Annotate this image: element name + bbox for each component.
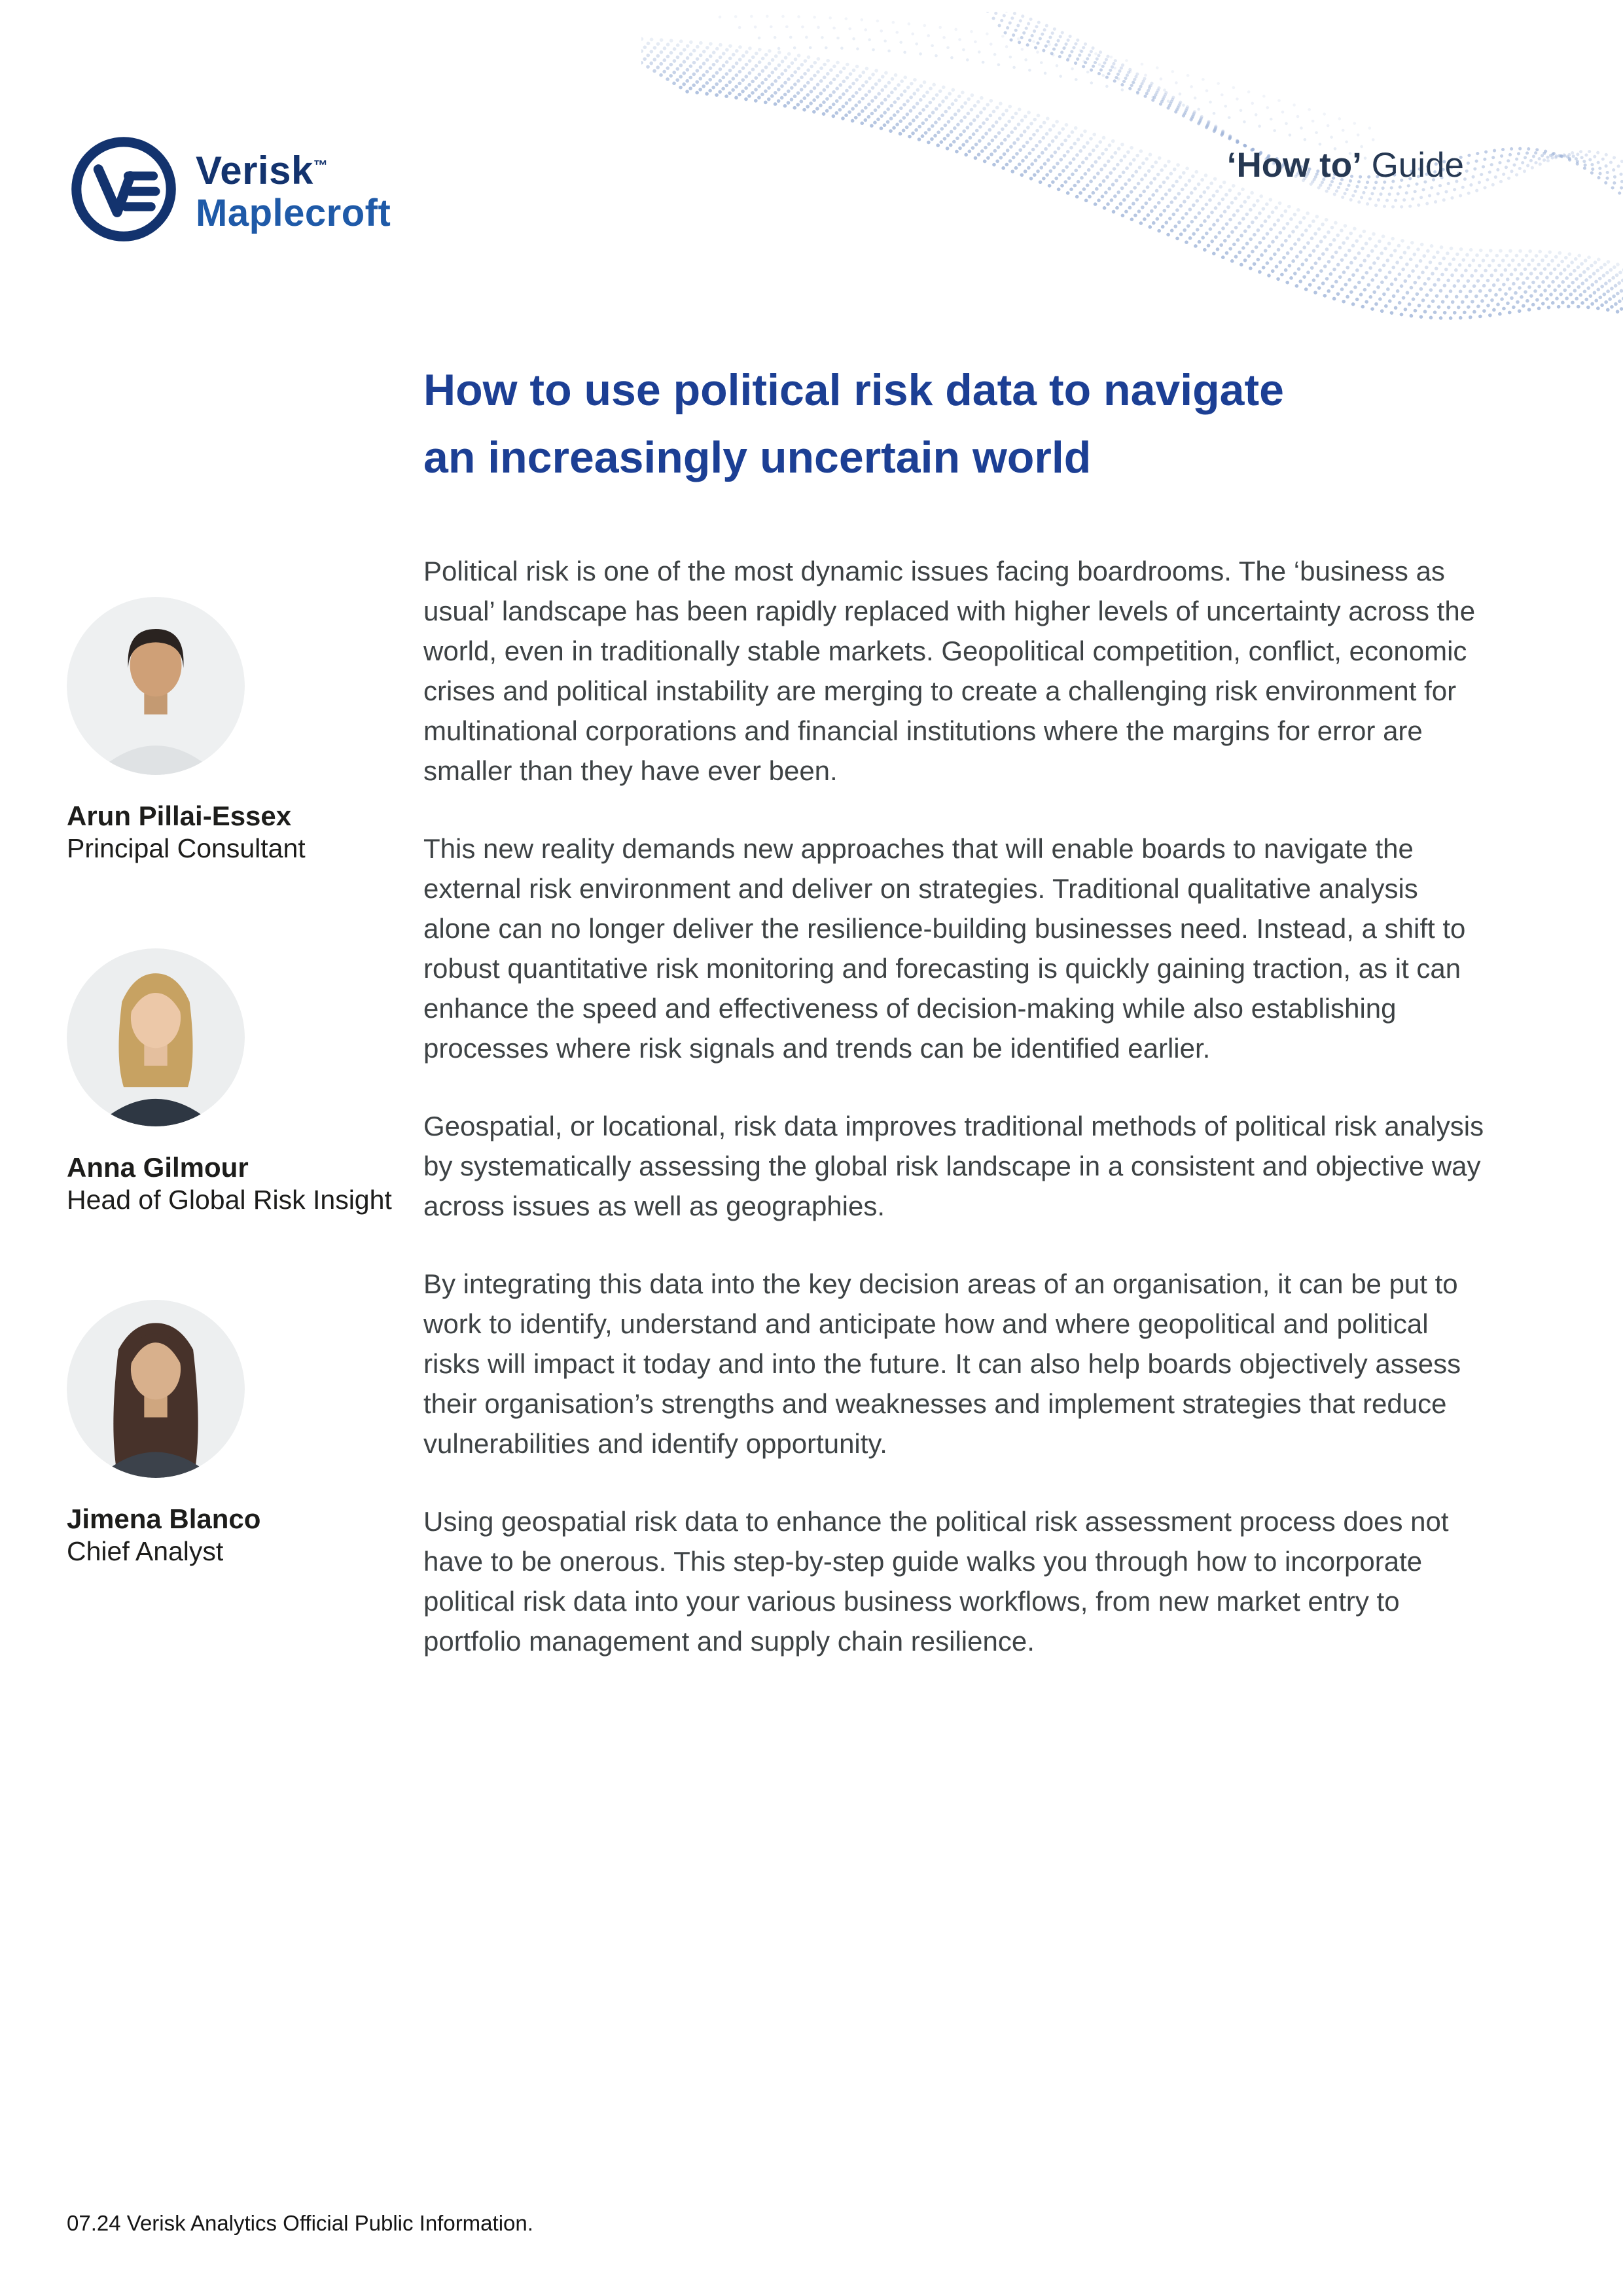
author-photo bbox=[67, 597, 245, 775]
author-role: Head of Global Risk Insight bbox=[67, 1185, 392, 1215]
decorative-dot-wave bbox=[641, 12, 1623, 385]
author-name: Jimena Blanco bbox=[67, 1503, 261, 1534]
dot-wave-svg bbox=[641, 12, 1623, 385]
author-jimena bbox=[67, 1300, 401, 1568]
footer-classification: 07.24 Verisk Analytics Official Public Information. bbox=[67, 2211, 533, 2235]
brand-maplecroft: Maplecroft bbox=[196, 192, 391, 234]
verisk-logo-icon bbox=[69, 134, 179, 244]
brand-verisk-text: Verisk bbox=[196, 149, 313, 192]
verisk-maplecroft-logo bbox=[69, 134, 391, 244]
author-anna bbox=[67, 948, 401, 1216]
author-photo bbox=[67, 948, 245, 1126]
guide-type-label bbox=[1227, 145, 1464, 185]
paragraph-4: By integrating this data into the key decision areas of an organisation, it can be put to work to identify, understand and anticipate how and where geopolitical and political risks will impact it today and into the future. It can also help boards objectively assess their organisation’s strengths and weaknesses and implement strategies that reduce vulnerabilities and identify opportunity. bbox=[423, 1268, 1461, 1459]
trademark-symbol: ™ bbox=[313, 157, 329, 173]
page-title-line-2: an increasingly uncertain world bbox=[423, 433, 1092, 482]
headshot-illustration bbox=[67, 948, 245, 1126]
guide-label-bold: ‘How to’ bbox=[1226, 146, 1362, 185]
paragraph-2: This new reality demands new approaches that will enable boards to navigate the external risk environment and deliver on strategies. Traditional qualitative analysis alone can no longer deliver the resilience-building businesses need. Instead, a shift to robust quantitative risk monitoring and forecasting is quickly gaining traction, as it can enhance the speed and effectiveness of decision-making while also establishing processes where risk signals and trends can be identified earlier. bbox=[423, 833, 1466, 1064]
author-photo bbox=[67, 1300, 245, 1478]
headshot-illustration bbox=[67, 1300, 245, 1478]
author-arun bbox=[67, 597, 401, 865]
brand-verisk bbox=[196, 144, 391, 192]
author-role: Chief Analyst bbox=[67, 1536, 224, 1566]
author-role: Principal Consultant bbox=[67, 833, 306, 863]
author-name: Anna Gilmour bbox=[67, 1152, 249, 1183]
article-body bbox=[423, 551, 1487, 1699]
headshot-illustration bbox=[67, 597, 245, 775]
paragraph-5: Using geospatial risk data to enhance the political risk assessment process does not have to be onerous. This step-by-step guide walks you through how to incorporate political risk data into your various business workflows, from new market entry to portfolio management and supply chain resilience. bbox=[423, 1506, 1449, 1657]
paragraph-3: Geospatial, or locational, risk data improves traditional methods of political risk analysis by systematically assessing the global risk landscape in a consistent and objective way across issues as well as geographies. bbox=[423, 1111, 1484, 1221]
author-list bbox=[67, 597, 401, 1651]
page-title-line-1: How to use political risk data to navigate bbox=[423, 365, 1284, 415]
author-name: Arun Pillai-Essex bbox=[67, 800, 292, 831]
logo-wordmark bbox=[196, 144, 391, 234]
page-title bbox=[423, 357, 1497, 492]
paragraph-1: Political risk is one of the most dynamic issues facing boardrooms. The ‘business as usual’ landscape has been rapidly replaced with higher levels of uncertainty across the world, even in traditionally stable markets. Geopolitical competition, conflict, economic crises and political instability are merging to create a challenging risk environment for multinational corporations and financial institutions where the margins for error are smaller than they have ever been. bbox=[423, 556, 1476, 786]
guide-label-rest: Guide bbox=[1361, 146, 1464, 185]
